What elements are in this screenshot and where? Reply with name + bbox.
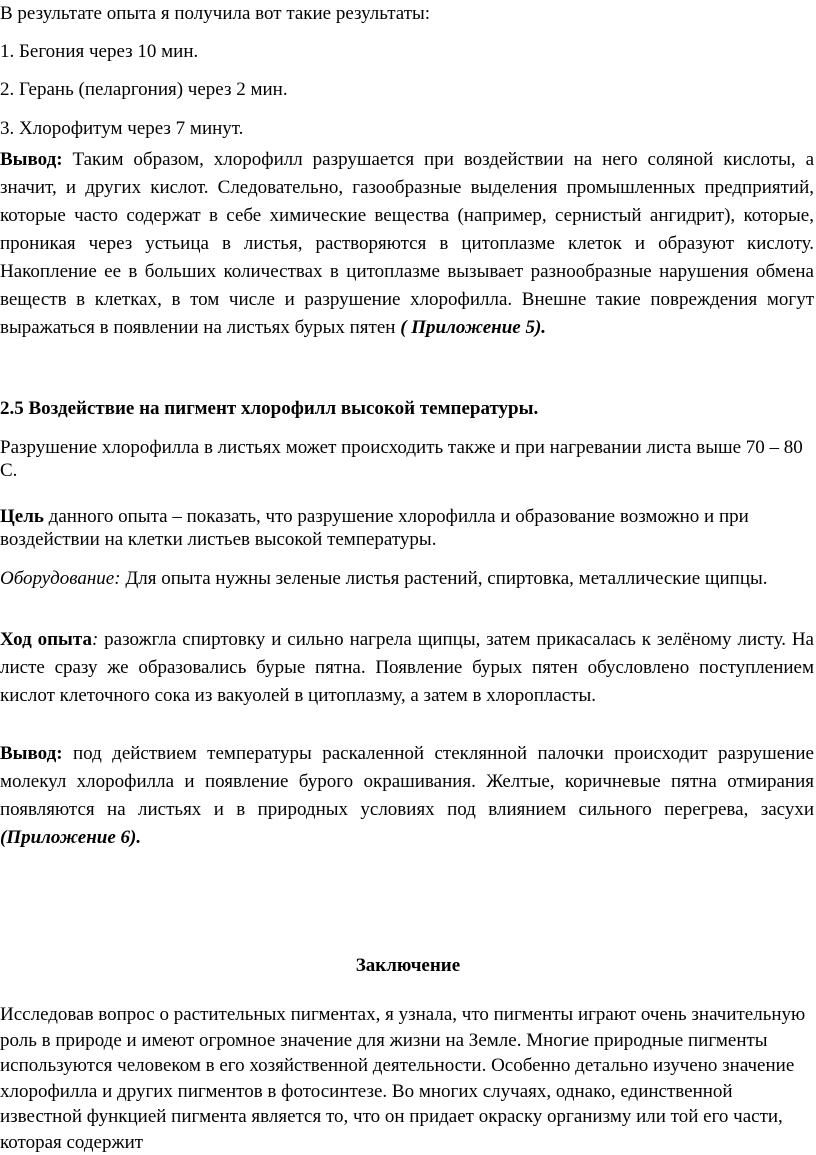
result-geranium: 2. Герань (пеларгония) через 2 мин. [0, 79, 288, 100]
equipment-paragraph [0, 567, 814, 590]
conclusion-paragraph-1 [0, 146, 814, 342]
equipment-text: Для опыта нужны зеленые листья растений, спиртовка, металлические щипцы. [120, 568, 768, 589]
procedure-text: разожгла спиртовку и сильно нагрела щипцы, затем прикасалась к зелёному листу. На листе сразу же образовались бурые пятна. Появление бурых пятен обусловлено поступлением кислот клеточного сока из вакуолей в цитоплазму, а затем в хлоропласты. [0, 629, 814, 706]
result-begonia: 1. Бегония через 10 мин. [0, 41, 199, 62]
conclusion-paragraph-2 [0, 740, 814, 852]
procedure-label: Ход опыта [0, 629, 92, 650]
section-heading: 2.5 Воздействие на пигмент хлорофилл высокой температуры. [0, 398, 539, 419]
procedure-colon: : [91, 629, 99, 650]
intro-line: В результате опыта я получила вот такие результаты: [0, 3, 431, 24]
conclusion-label-1: Вывод: [0, 149, 63, 170]
final-paragraph: Исследовав вопрос о растительных пигментах, я узнала, что пигменты играют очень значительную роль в природе и имеют огромное значение для жизни на Земле. Многие природные пигменты используются человеком в его хозяйственной деятельности. Особенно детально изучено значение хлорофилла и других пигментов в фотосинтезе. Во многих случаях, однако, единственной известной функцией пигмента является то, что он придает окраску организму или той его части, которая содержит [0, 1004, 806, 1153]
equipment-label: Оборудование: [0, 568, 121, 589]
final-heading: Заключение [355, 955, 461, 976]
appendix-ref-6: (Приложение 6). [0, 827, 142, 848]
appendix-ref-5: ( Приложение 5). [400, 317, 547, 338]
conclusion-text-2: под действием температуры раскаленной стеклянной палочки происходит разрушение молекул хлорофилла и появление бурого окрашивания. Желтые, коричневые пятна отмирания появляются на листьях и в природных условиях под влиянием сильного перегрева, засухи [0, 743, 814, 820]
procedure-paragraph [0, 626, 814, 710]
goal-paragraph [0, 505, 814, 551]
goal-text: данного опыта – показать, что разрушение хлорофилла и образование возможно и при воздействии на клетки листьев высокой температуры. [0, 506, 749, 550]
goal-label: Цель [0, 506, 44, 527]
conclusion-text-1: Таким образом, хлорофилл разрушается при воздействии на него соляной кислоты, а значит, и других кислот. Следовательно, газообразные выделения промышленных предприятий, которые часто содержат в себе химические вещества (например, сернистый ангидрит), которые, проникая через устьица в листья, растворяются в цитоплазме клеток и образуют кислоту. Накопление ее в больших количествах в цитоплазме вызывает разнообразные нарушения обмена веществ в клетках, в том числе и разрушение хлорофилла. Внешне такие повреждения могут выражаться в появлении на листьях бурых пятен [0, 149, 814, 338]
result-chlorophytum: 3. Хлорофитум через 7 минут. [0, 118, 244, 139]
heating-paragraph: Разрушение хлорофилла в листьях может происходить также и при нагревании листа выше 70 – 80 С. [0, 437, 803, 481]
conclusion-label-2: Вывод: [0, 743, 63, 764]
